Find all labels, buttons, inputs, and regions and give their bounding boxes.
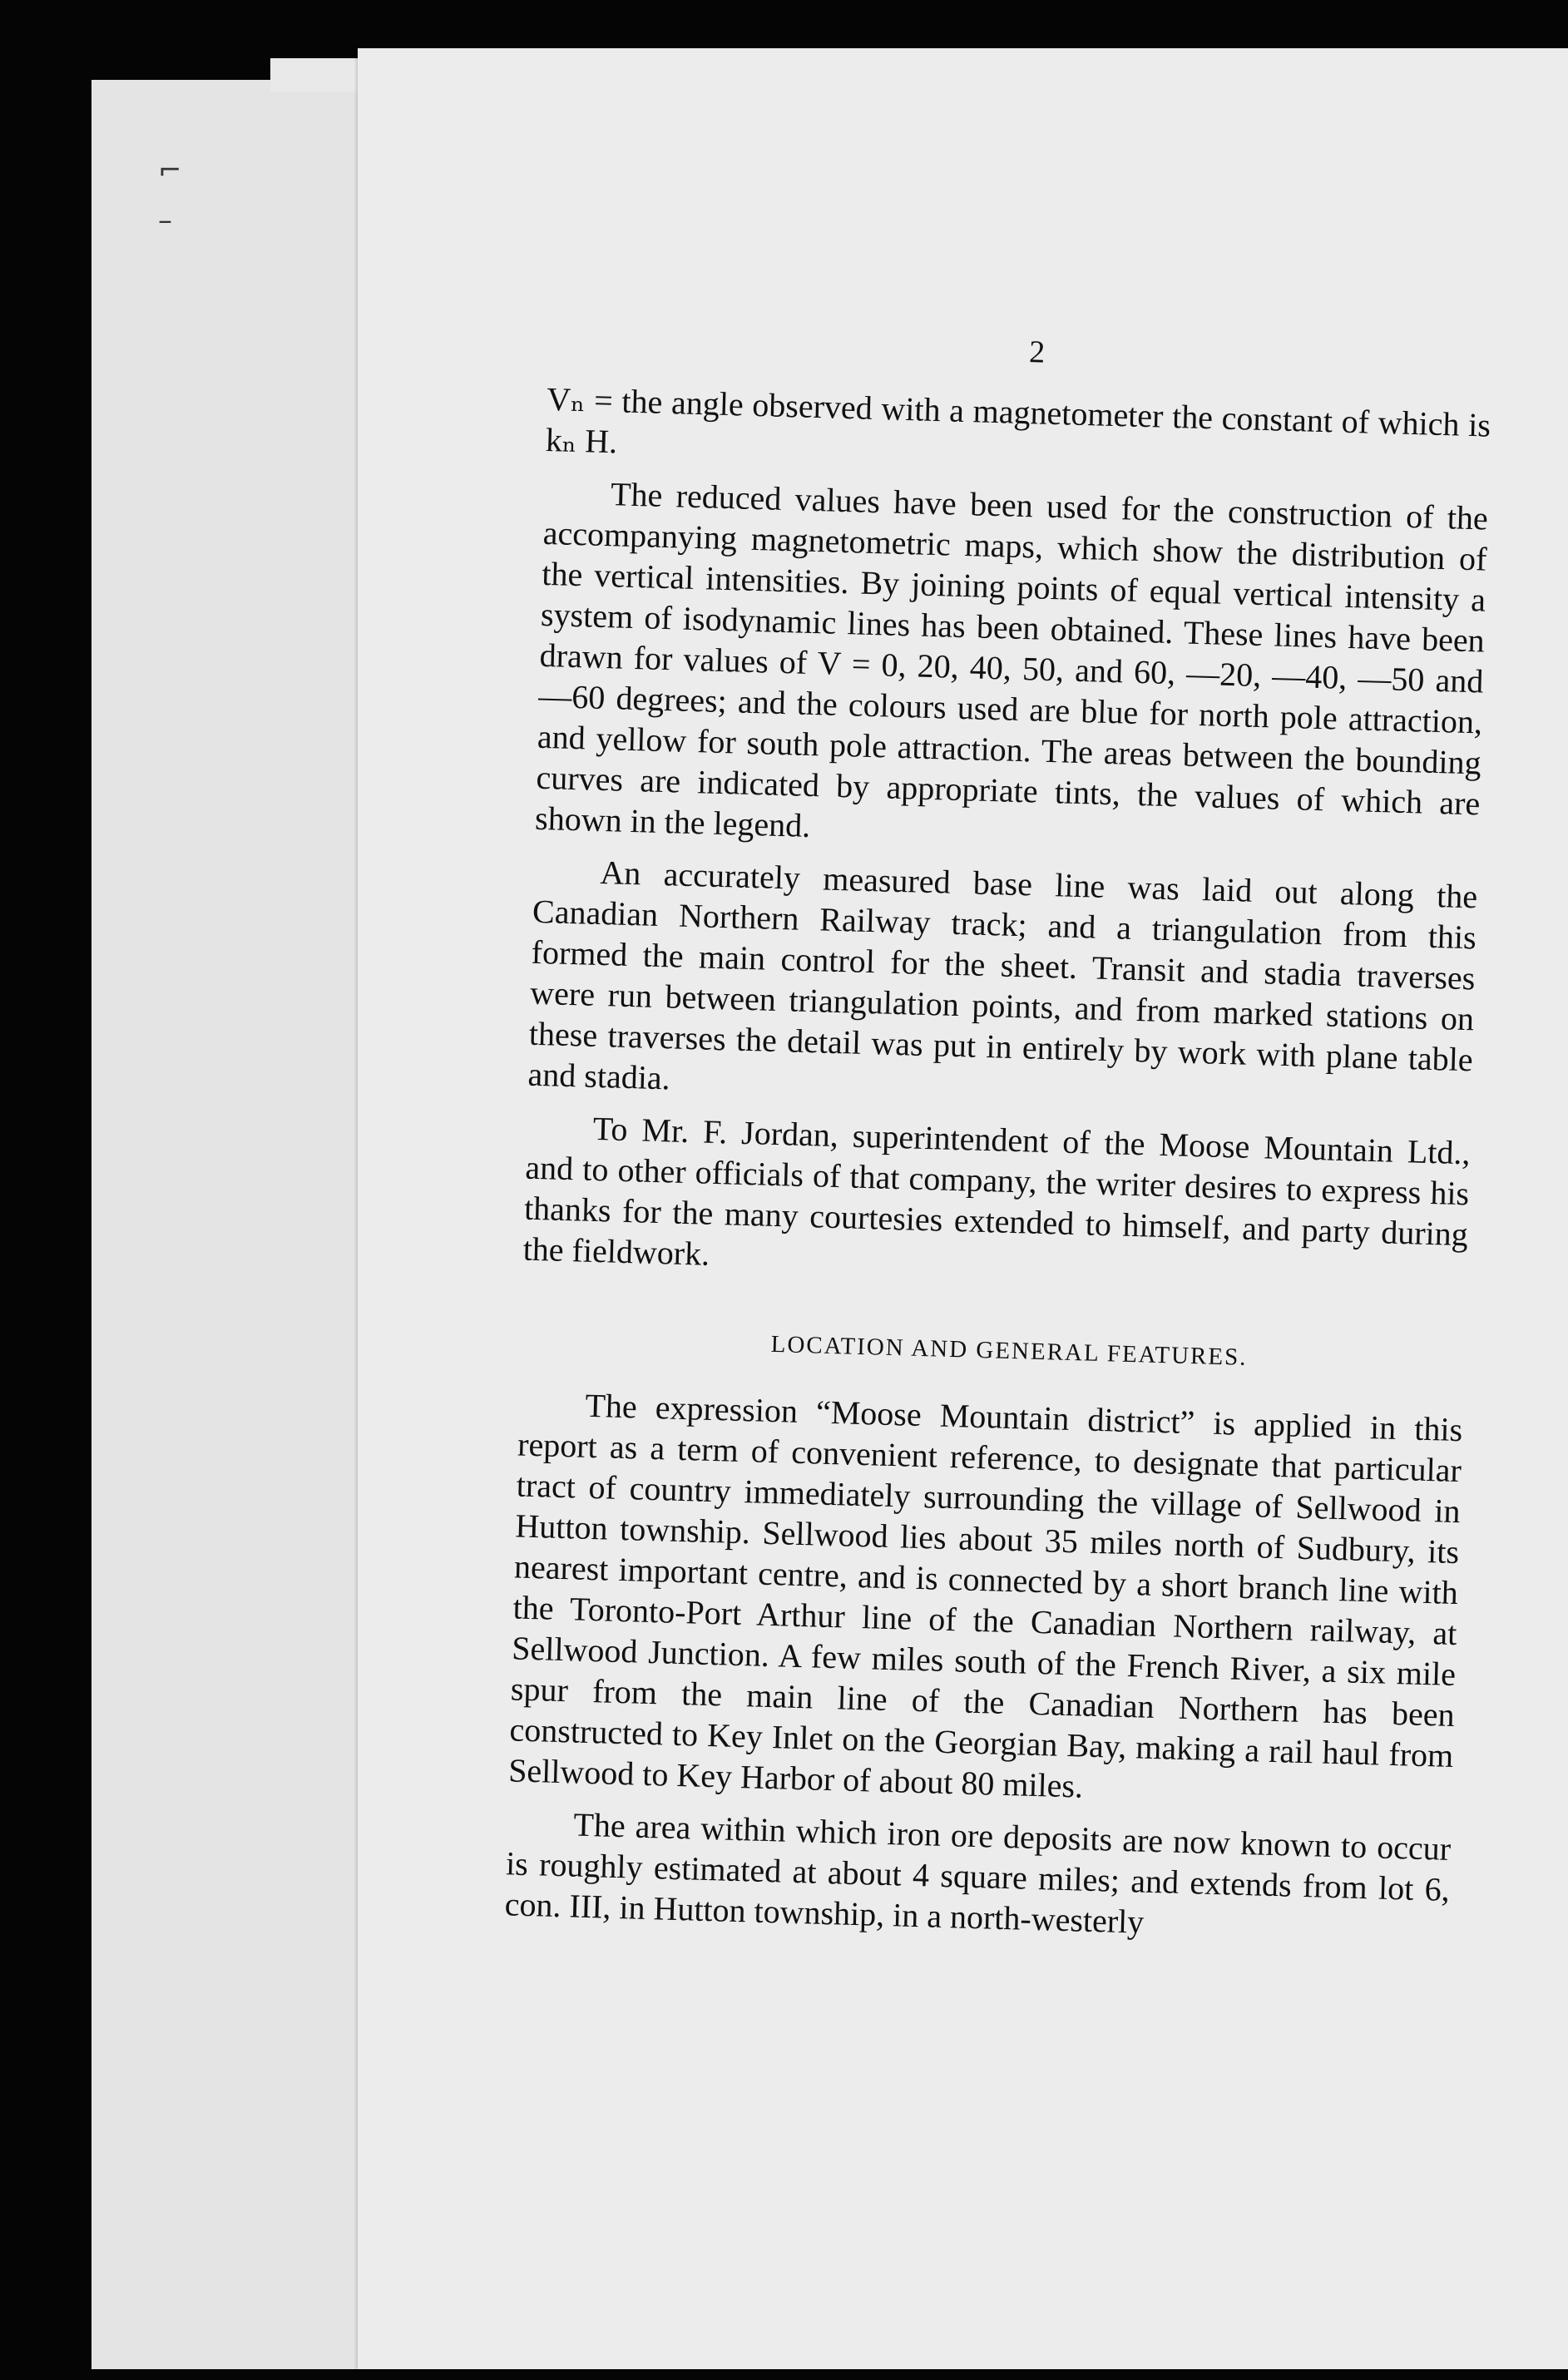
section-heading: LOCATION AND GENERAL FEATURES.	[770, 1330, 1248, 1371]
paragraph-acknowledgements: To Mr. F. Jordan, superintendent of the Moose Mountain Ltd., and to other officials of that company, the writer desires to express his thanks for the many courtesies extended to himself, and party during the fieldwork.	[522, 1109, 1472, 1273]
page-number: 2	[1028, 334, 1046, 370]
paragraph-location: The expression “Moose Mountain district” is applied in this report as a term of convenient reference, to designate that particular tract of country immediately surrounding the village of Sellwood in Hutton township. Sellwood lies about 35 miles north of Sudbury, its nearest important centre, and is connected by a short branch line with the Toronto-Port Arthur line of the Canadian Northern railway, at Sellwood Junction. A few miles south of the French River, a six mile spur from the main line of the Canadian Northern has been constructed to Key Inlet on the Georgian Bay, making a rail haul from Sellwood to Key Harbor of about 80 miles.	[507, 1386, 1463, 1805]
margin-mark-icon: ⌐	[158, 154, 182, 187]
margin-dash-icon: –	[158, 204, 172, 237]
paragraph-ore-area: The area within which iron ore deposits are now known to occur is roughly estimated at about 4 square miles; and extends from lot 6, con. III, in Hutton township, in a north-westerly	[504, 1805, 1452, 1941]
paragraph-magnetometric-maps: The reduced values have been used for the construction of the accompanying magnetometric maps, which show the distribution of the vertical intensities. By joining points of equal vertical intensity a system of isodynamic lines has been obtained. These lines have been drawn for values of V = 0, 20, 40, 50, and 60, —20, —40, —50 and —60 degrees; and the colours used are blue for north pole attraction, and yellow for south pole attraction. The areas between the bounding curves are indicated by appropriate tints, the values of which are shown in the legend.	[534, 475, 1489, 845]
paragraph-base-line: An accurately measured base line was laid out along the Canadian Northern Railway track; and a triangulation from this formed the main control for the sheet. Transit and stadia traverses were run between triangulation points, and from marked stations on these traverses the detail was put in entirely by work with plane table and stadia.	[527, 853, 1478, 1097]
page-text-block	[504, 320, 1493, 1962]
formula-definition: Vₙ = the angle observed with a magnetometer the constant of which is kₙ H.	[545, 379, 1491, 461]
